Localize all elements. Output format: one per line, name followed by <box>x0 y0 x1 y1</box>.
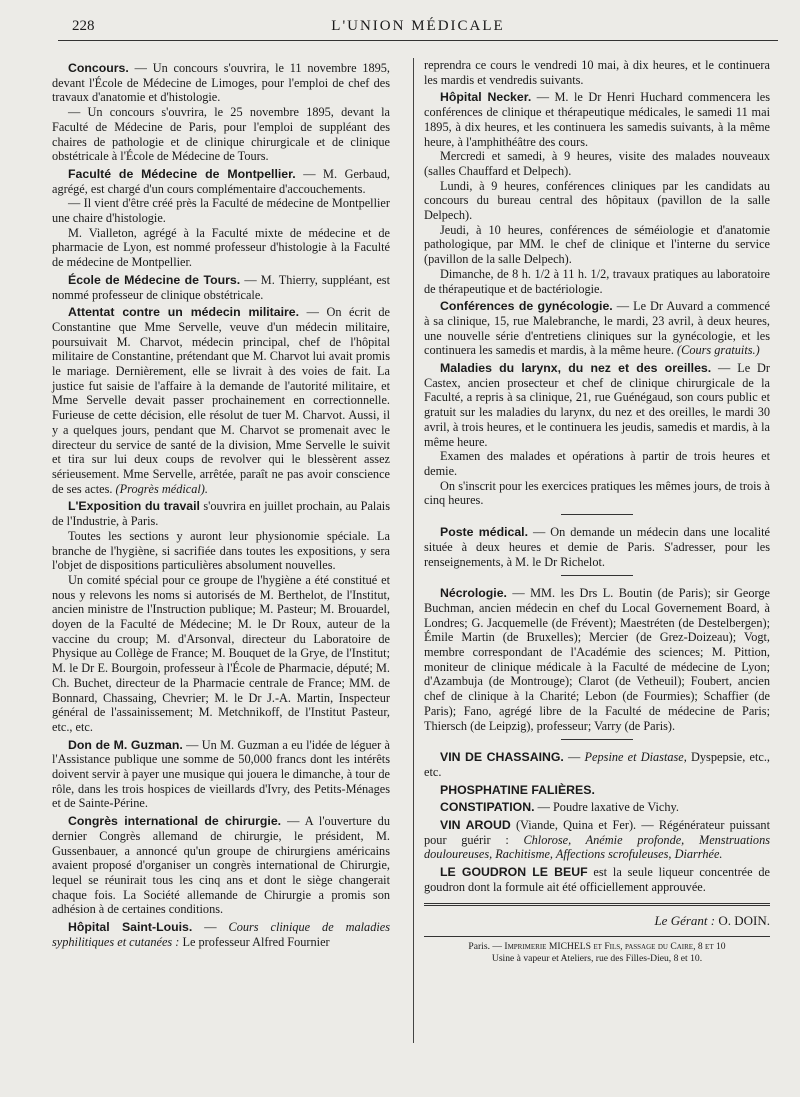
left-column <box>52 58 390 949</box>
ad-phosphatine <box>424 783 770 798</box>
ad-constipation <box>424 800 770 815</box>
article-text: — On demande un médecin dans une localité située à deux heures et demie de Paris. S'adresser, pour les renseignements, à M. le Dr Richelot. <box>424 525 770 569</box>
article-guzman <box>52 738 390 812</box>
double-rule <box>424 903 770 906</box>
article-text: — Un M. Guzman a eu l'idée de léguer à l'Assistance publique une somme de 50,000 francs dont les intérêts doivent servir à payer une musique qui jouera le dimanche, à tour de rôle, dans les trois hospices de vieillards d'Ivry, des Petits-Ménages et de Sainte-Périne. <box>52 737 390 811</box>
printer-name: Imprimerie MICHELS et Fils, passage du Caire, 8 et 10 <box>504 941 726 953</box>
printer-city: Paris. — <box>468 941 505 953</box>
article-text: — Le Dr Auvard a commencé à sa clinique, 15, rue Malebranche, le mardi, 23 avril, à deux heures, une nouvelle série d'entretiens cliniques sur la gynécologie, et les continuera les samedis et mardis, à la même heure. <box>424 299 770 358</box>
article-tours <box>52 273 390 302</box>
article-necrologie <box>424 586 770 733</box>
article-paragraph: Mercredi et samedi, à 9 heures, visite des malades nouveaux (salles Chauffard et Delpech). <box>424 149 770 178</box>
article-text: — M. Thierry, suppléant, est nommé professeur de clinique obstétricale. <box>52 272 390 302</box>
article-gynecologie <box>424 299 770 358</box>
ad-goudron <box>424 865 770 894</box>
article-text: — <box>192 920 229 935</box>
gerant-line <box>424 914 770 929</box>
article-heading: École de Médecine de Tours. <box>68 272 241 287</box>
article-congres <box>52 814 390 917</box>
ad-italic-text: Chlorose, Anémie profonde, Menstruations douloureuses, Rachitisme, Affections scrofuleuses, Diarrhée. <box>424 832 771 862</box>
article-source: (Progrès médical). <box>115 481 208 496</box>
article-heading: Nécrologie. <box>440 586 507 601</box>
gerant-name: O. DOIN. <box>718 912 770 928</box>
right-column <box>424 58 770 965</box>
continued-paragraph: reprendra ce cours le vendredi 10 mai, à dix heures, et le continuera les mardis et vendredis suivants. <box>424 58 770 87</box>
article-text: Le professeur Alfred Fournier <box>179 934 330 949</box>
article-paragraph: Lundi, à 9 heures, conférences cliniques par les candidats au concours du bureau central des hôpitaux (pavillon de la salle Delpech). <box>424 178 770 223</box>
article-note: (Cours gratuits.) <box>677 343 760 358</box>
article-paragraph: Jeudi, à 10 heures, conférences de séméiologie et d'anatomie pathologique, par MM. le chef de clinique et l'interne du service (pavillon de la salle Delpech). <box>424 222 770 267</box>
article-paragraph: Toutes les sections y auront leur physionomie spéciale. La branche de l'hygiène, si sacrifiée dans toutes les expositions, y sera l'objet de dispositions particulières absolument nouvelles. <box>52 528 390 573</box>
footer-rule <box>424 936 770 937</box>
article-exposition <box>52 499 390 734</box>
section-rule <box>561 514 633 515</box>
article-text: — MM. les Drs L. Boutin (de Paris); sir George Buchman, ancien médecin en chef du Local Governement Board, à Londres; G. Jacquemelle (de Frévent); Maestréten (de Destelbergen); Émile Martin (de Bruxelles); Mercier (de Grez-Doizeau); Vogt, membre correspondant de l'Académie des sciences; M. Pittion, moniteur de clinique médicale à la Faculté de médecine de Lyon; d'Azambuja (de Montrouge); Clarot (de Vetheuil); Foubert, ancien chef de clinique à la Charité; Lebon (de Fourmies); Schaffier (de Paris); Fano, agrégé libre de la Faculté de médecine de Paris; Thiersch (de Leipzig), professeur; Varry (de Paris). <box>424 586 770 733</box>
article-attentat <box>52 305 390 496</box>
article-heading: Poste médical. <box>440 525 529 540</box>
article-saint-louis <box>52 920 390 949</box>
article-concours <box>52 61 390 164</box>
page-number: 228 <box>72 18 95 34</box>
section-rule <box>561 575 633 576</box>
ad-chassaing <box>424 750 770 779</box>
article-heading: Attentat contre un médecin militaire. <box>68 305 300 320</box>
article-text: s'ouvrira en juillet prochain, au Palais de l'Industrie, à Paris. <box>52 499 391 529</box>
ad-italic-text: Pepsine et Diastase, <box>584 750 687 765</box>
article-paragraph: Un comité spécial pour ce groupe de l'hygiène a été constitué et nous y relevons les noms si autorisés de M. Berthelot, de l'Institut, ancien ministre de l'Instruction publique; M. Pasteur; M. Brouardel, doyen de la Faculté de Médecine; M. le Dr Roux, auteur de la vaccine du croup; M. d'Arsonval, directeur du Laboratoire de Physique au Collège de France; M. Bouquet de la Grye, de l'Institut; M. le Dr E. Bourgoin, professeur à l'École de Pharmacie, député; M. Ch. Buchet, directeur de la Pharmacie centrale de France; MM. de Bonnard, Chassaing, Chevrier; M. le Dr J.-A. Martin, Inspecteur général de l'assainissement; M. Metchnikoff, de l'Institut Pasteur, etc., etc. <box>52 572 390 734</box>
article-heading: Maladies du larynx, du nez et des oreilles. <box>440 361 712 376</box>
ad-heading: CONSTIPATION. <box>440 800 535 815</box>
article-paragraph: Dimanche, de 8 h. 1/2 à 11 h. 1/2, travaux pratiques au laboratoire de thérapeutique et de bactériologie. <box>424 266 770 296</box>
article-text: — M. le Dr Henri Huchard commencera les conférences de clinique et thérapeutique médicales, le samedi 11 mai 1895, à dix heures, et les continuera les samedis suivants, à la même heure, à l'amphithéâtre des cours. <box>424 90 770 149</box>
article-paragraph: Examen des malades et opérations à partir de trois heures et demie. <box>424 449 770 478</box>
ad-heading: VIN AROUD <box>440 818 511 833</box>
column-divider <box>413 58 414 1043</box>
page-header <box>58 14 778 41</box>
article-montpellier <box>52 167 390 270</box>
article-text: — Le Dr Castex, ancien prosecteur et chef de clinique chirurgicale de la Faculté, a repris à sa clinique, 21, rue Guénégaud, son cours public et gratuit sur les maladies du larynx, du nez et des oreilles, le mardi 30 avril, à trois heures, et le continuera les jeudis, samedis et mardis, à la même heure. <box>424 361 770 449</box>
ad-text: (Viande, Quina et Fer). — Régénérateur puissant pour guérir : <box>424 818 770 847</box>
gerant-label: Le Gérant : <box>654 912 719 928</box>
ad-text: — Poudre laxative de Vichy. <box>534 800 679 815</box>
ad-text: — <box>563 750 585 765</box>
ad-heading: VIN DE CHASSAING. <box>440 750 564 765</box>
article-paragraph: — Un concours s'ouvrira, le 25 novembre 1895, devant la Faculté de Médecine de Paris, pour l'emploi de suppléant des chaires de pathologie et de clinique chirurgicale et de clinique obstétricale à l'École de Médecine de Tours. <box>52 105 390 164</box>
ad-vin-aroud <box>424 818 770 862</box>
ad-text: est la seule liqueur concentrée de goudron dont la formule ait été officiellement approuvée. <box>424 865 770 894</box>
article-heading: Don de M. Guzman. <box>68 737 183 752</box>
article-text: — M. Gerbaud, agrégé, est chargé d'un cours complémentaire d'accouchements. <box>52 166 390 196</box>
article-text: — On écrit de Constantine que Mme Servelle, veuve d'un médecin militaire, poursuivait M. Charvot, médecin principal, chef de l'hôpital militaire de Constantine, prétendant que M. Charvot lui avait promis le mariage. Dernièrement, elle se livrait à des voies de fait. La justice fut saisie de l'affaire à la demande de l'autorité militaire, et Mme Servelle devait passer prochainement en correctionnelle. Furieuse de cette décision, elle résolut de tuer M. Charvot. Aussi, il y a quelques jours, pendant que M. Charvot se promenait avec le directeur du service de santé de la division, Mme Servelle le suivit et tira sur lui deux coups de revolver qui le blessèrent assez sérieusement. Mme Servelle, arrêtée, paraît ne pas avoir conscience de ses actes. <box>52 305 391 496</box>
article-poste <box>424 525 770 569</box>
article-text: — A l'ouverture du dernier Congrès allemand de chirurgie, le président, M. Gussenbauer, a annoncé qu'un groupe de chirurgiens américains avaient proposé d'organiser un congrès international de Chirurgie, lequel se réunirait tous les cinq ans et dont le siège changerait chaque fois. La Société allemande de Chirurgie a promis son adhésion à de certaines conditions. <box>52 814 390 917</box>
article-heading: Congrès international de chirurgie. <box>68 814 282 829</box>
article-heading: Concours. <box>68 61 129 75</box>
printer-address: Usine à vapeur et Ateliers, rue des Filles-Dieu, 8 et 10. <box>491 953 703 965</box>
article-heading: L'Exposition du travail <box>68 499 200 514</box>
printer-imprint <box>424 941 770 965</box>
article-italic-text: Cours clinique de maladies syphilitiques et cutanées : <box>52 920 390 949</box>
article-heading: Faculté de Médecine de Montpellier. <box>68 166 296 181</box>
ad-text: Dyspepsie, etc., etc. <box>424 750 771 779</box>
article-heading: Hôpital Necker. <box>440 90 532 105</box>
ad-heading: LE GOUDRON LE BEUF <box>440 865 588 880</box>
article-heading: Conférences de gynécologie. <box>440 299 613 314</box>
article-text: — Un concours s'ouvrira, le 11 novembre 1895, devant l'École de Médecine de Limoges, pour l'emploi de chef des travaux d'anatomie et d'histologie. <box>52 61 390 105</box>
article-paragraph: — Il vient d'être créé près la Faculté de médecine de Montpellier une chaire d'histologie. <box>52 196 390 226</box>
article-larynx <box>424 361 770 508</box>
article-heading: Hôpital Saint-Louis. <box>68 920 193 935</box>
section-rule <box>561 739 633 740</box>
article-paragraph: M. Vialleton, agrégé à la Faculté mixte de médecine et de pharmacie de Lyon, est nommé professeur d'histologie à la Faculté de médecine de Montpellier. <box>52 225 390 270</box>
article-necker <box>424 90 770 296</box>
ad-heading: PHOSPHATINE FALIÈRES. <box>440 782 595 797</box>
journal-title: L'UNION MÉDICALE <box>331 18 505 34</box>
article-paragraph: On s'inscrit pour les exercices pratiques les mêmes jours, de trois à cinq heures. <box>424 478 770 508</box>
